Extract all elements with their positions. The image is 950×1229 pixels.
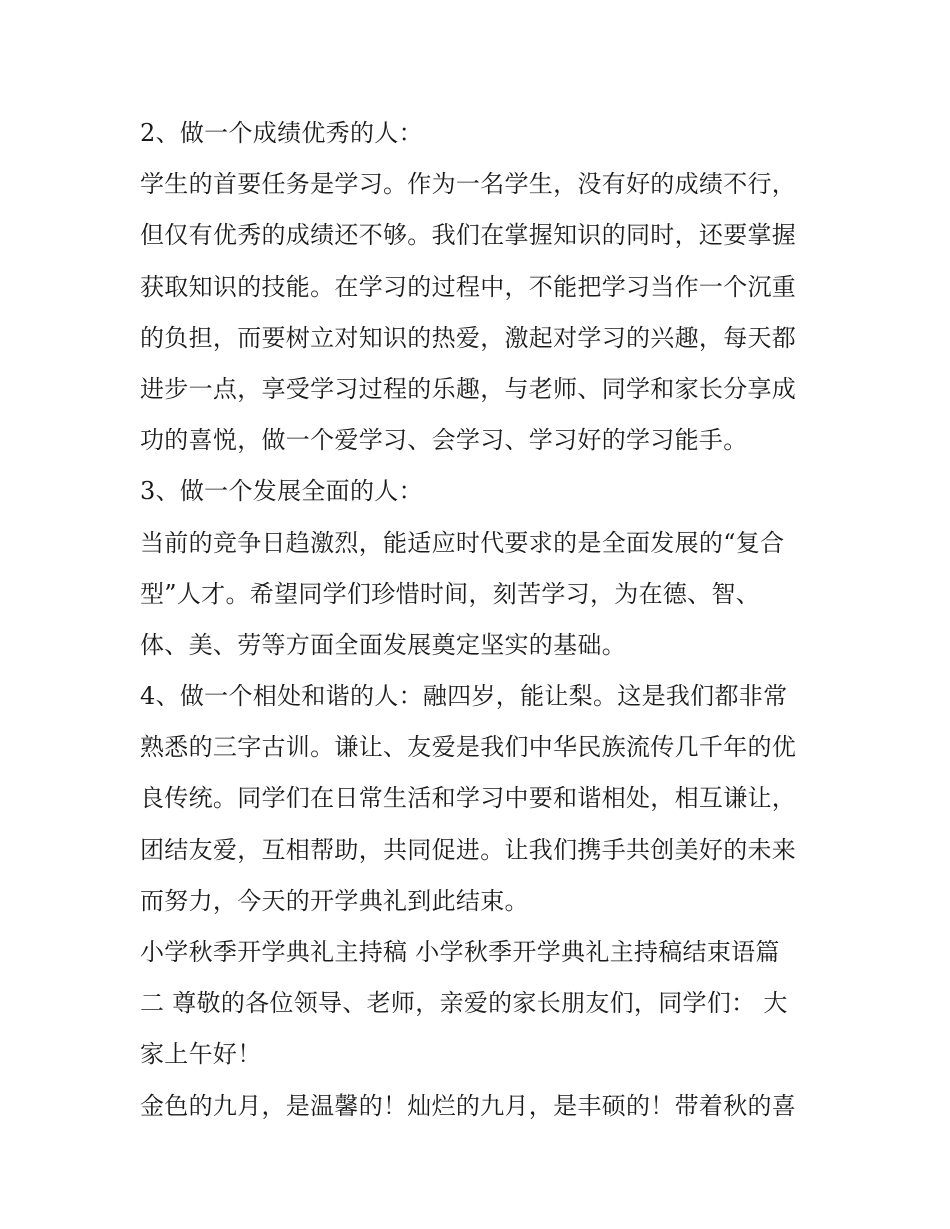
text-line: 团结友爱，互相帮助，共同促进。让我们携手共创美好的未来 — [140, 835, 797, 864]
text-line: 当前的竞争日趋激烈，能适应时代要求的是全面发展的“复合 — [140, 528, 785, 557]
text-line: 金色的九月，是温馨的！灿烂的九月，是丰硕的！带着秋的喜 — [140, 1091, 797, 1120]
text-line: 家上午好！ — [140, 1040, 262, 1069]
text-line: 良传统。同学们在日常生活和学习中要和谐相处，相互谦让， — [140, 784, 797, 813]
heading-line: 3、做一个发展全面的人： — [140, 477, 423, 506]
text-line: 获取知识的技能。在学习的过程中，不能把学习当作一个沉重 — [140, 272, 797, 301]
text-line: 功的喜悦，做一个爱学习、会学习、学习好的学习能手。 — [140, 426, 748, 455]
text-line: 的负担，而要树立对知识的热爱，激起对学习的兴趣，每天都 — [140, 323, 797, 352]
text-line: 而努力，今天的开学典礼到此结束。 — [140, 886, 529, 915]
text-line: 熟悉的三字古训。谦让、友爱是我们中华民族流传几千年的优 — [140, 733, 797, 762]
text-line: 但仅有优秀的成绩还不够。我们在掌握知识的同时，还要掌握 — [140, 221, 797, 250]
text-line: 体、美、劳等方面全面发展奠定坚实的基础。 — [140, 630, 626, 659]
text-line: 进步一点，享受学习过程的乐趣，与老师、同学和家长分享成 — [140, 374, 797, 403]
text-line: 小学秋季开学典礼主持稿 小学秋季开学典礼主持稿结束语篇 — [140, 938, 780, 966]
heading-line: 2、做一个成绩优秀的人： — [140, 119, 423, 147]
text-line: 型”人才。希望同学们珍惜时间，刻苦学习，为在德、智、 — [140, 579, 761, 608]
text-line: 二 尊敬的各位领导、老师，亲爱的家长朋友们，同学们： 大 — [140, 989, 788, 1018]
document-body — [140, 108, 820, 1132]
text-line: 学生的首要任务是学习。作为一名学生，没有好的成绩不行， — [140, 170, 797, 199]
heading-line: 4、做一个相处和谐的人：融四岁，能让梨。这是我们都非常 — [140, 682, 788, 711]
